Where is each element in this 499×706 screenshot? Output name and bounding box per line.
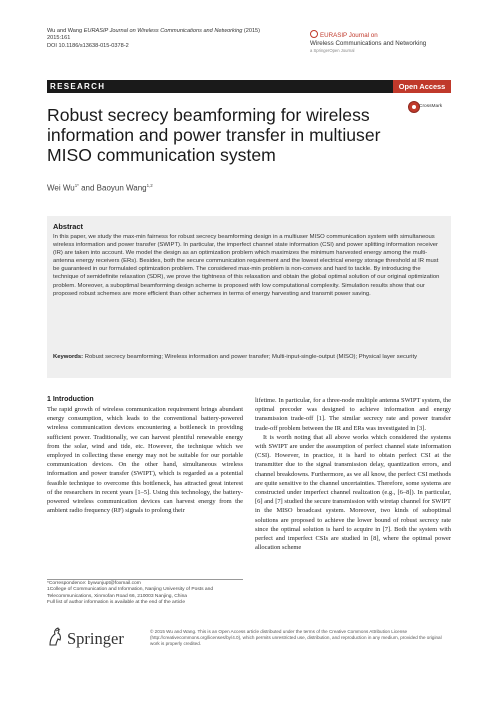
keywords-label: Keywords: — [53, 354, 84, 360]
keywords-list: Robust secrecy beamforming; Wireless information and power transfer; Multi-input-single-output (MISO); Physical layer security — [84, 354, 418, 360]
footnote-divider — [47, 579, 243, 580]
section-heading-introduction: 1 Introduction — [47, 396, 94, 403]
author-2: and Baoyun Wang — [78, 183, 147, 193]
citation-prefix: Wu and Wang — [47, 28, 84, 34]
affiliation: 1College of Communication and Information, Nanjing University of Posts and Telecommunications, Xinmofan Road 66, 210003 Nanjing, China — [47, 587, 214, 599]
author-info-note: Full list of author information is available at the end of the article — [47, 600, 186, 606]
doi[interactable]: DOI 10.1186/s13638-015-0378-2 — [47, 42, 129, 49]
author-2-affiliation: 1,2 — [146, 183, 153, 188]
open-access-badge: Open Access — [393, 80, 451, 93]
abstract-heading: Abstract — [53, 222, 83, 231]
author-1-affiliation: 1* — [74, 183, 79, 188]
springer-logo — [47, 627, 147, 649]
intro-column-right — [255, 396, 451, 552]
author-1: Wei Wu — [47, 183, 75, 193]
author-list — [47, 183, 153, 193]
crossmark-label: CrossMark — [419, 104, 443, 109]
correspondence: *Correspondence: bywunjupt@foxmail.com — [47, 581, 141, 586]
intro-paragraph-2: It is worth noting that all above works which considered the systems with SWIPT are under the assumption of perfect channel state information (CSI). However, in practice, it is hard to obtain perfect CSI at the transmitter due to the signal transmission delay, quantization errors, and channel breakdowns. Furthermore, as we all know, the perfect CSI methods are quite sensitive to the channel uncertainties. Therefore, some systems are constructed under imperfect channel realization (e.g., [6–8]). In particular, [6] and [7] studied the secure transmission with wiretap channel for SWIPT in the MISO broadcast system. Moreover, two kinds of suboptimal solutions are proposed to achieve the lower bound of robust secrecy rate since the optimal solution is hard to acquire in [7]. Both the system with perfect and imperfect CSIs are studied in [8], where the optimal power allocation scheme — [255, 433, 451, 552]
springer-wordmark: Springer — [67, 629, 124, 648]
journal-logo-line2: Wireless Communications and Networking — [310, 39, 427, 47]
intro-paragraph-1-continued: lifetime. In particular, for a three-node multiple antenna SWIPT system, the optimal precoder was designed to achieve information and energy transmission trade-off [1]. The similar secrecy rate and power transfer trade-off problem between the IR and ERs was investigated in [3]. — [255, 397, 451, 432]
journal-logo — [310, 30, 470, 55]
springer-horse-icon — [47, 627, 63, 647]
keywords — [53, 353, 445, 361]
journal-name: EURASIP Journal on Wireless Communications and Networking — [83, 28, 243, 34]
journal-logo-sub: a SpringerOpen Journal — [310, 48, 355, 54]
article-type-label: RESEARCH — [50, 81, 106, 91]
journal-logo-icon — [310, 30, 318, 38]
abstract-text: In this paper, we study the max-min fairness for robust secrecy beamforming design in a multiuser MISO communication system with simultaneous wireless information and power transfer (SWIPT). In particular, the imperfect channel state information (CSI) and power splitting information receiver (IR) are taken into account. We model the design as an optimization problem which maximizes the minimum harvested energy among the multi-antenna energy receivers (ERs). Besides, both the secure communication requirement and the lowest electrical energy storage threshold at IR must be guaranteed in our formulated optimization problem. The considered max-min problem is non-convex and hard to tackle. By introducing the technique of semidefinite relaxation (SDR), we prove the tightness of this relaxation and obtain the global optimal solution of our original optimization problem. Moreover, a suboptimal beamforming design scheme is proposed with low computational complexity. Simulation results show that our proposed robust schemes are more efficient than other schemes in terms of energy harvesting and transmit power saving. — [53, 234, 440, 297]
article-title: Robust secrecy beamforming for wireless information and power transfer in multiuser MISO communication system — [47, 105, 381, 165]
intro-column-left: The rapid growth of wireless communication requirement brings abundant energy consumption, which leads to the conventional battery-powered wireless communication devices encountering a bottleneck in providing sufficient power. Traditionally, we can harvest plentiful renewable energy from the solar, wind and tide, etc. However, the technique which we employed in collecting these energy may not be suitable for our portable communication devices. On the other hand, simultaneous wireless information and power transfer (SWIPT), which is regarded as a potential feasible technique to overcome this bottleneck, has attracted great interest of the researchers in recent years [1–5]. Using this technology, the battery-powered wireless communication devices can harvest energy from the ambient radio frequency (RF) signals to prolong their — [47, 406, 243, 515]
citation-header — [47, 28, 277, 50]
journal-logo-line1: EURASIP Journal on — [320, 32, 378, 39]
footnotes — [47, 581, 243, 607]
license-text: © 2015 Wu and Wang. This is an Open Access article distributed under the terms of the Creative Commons Attribution License (http://creativecommons.org/licenses/by/4.0), which permits unrestricted use, distribution, and reproduction in any medium, provided the original work is properly credited. — [150, 629, 442, 646]
article-type-banner — [47, 80, 451, 93]
citation-suffix: (2015) 2015:161 — [47, 28, 261, 42]
